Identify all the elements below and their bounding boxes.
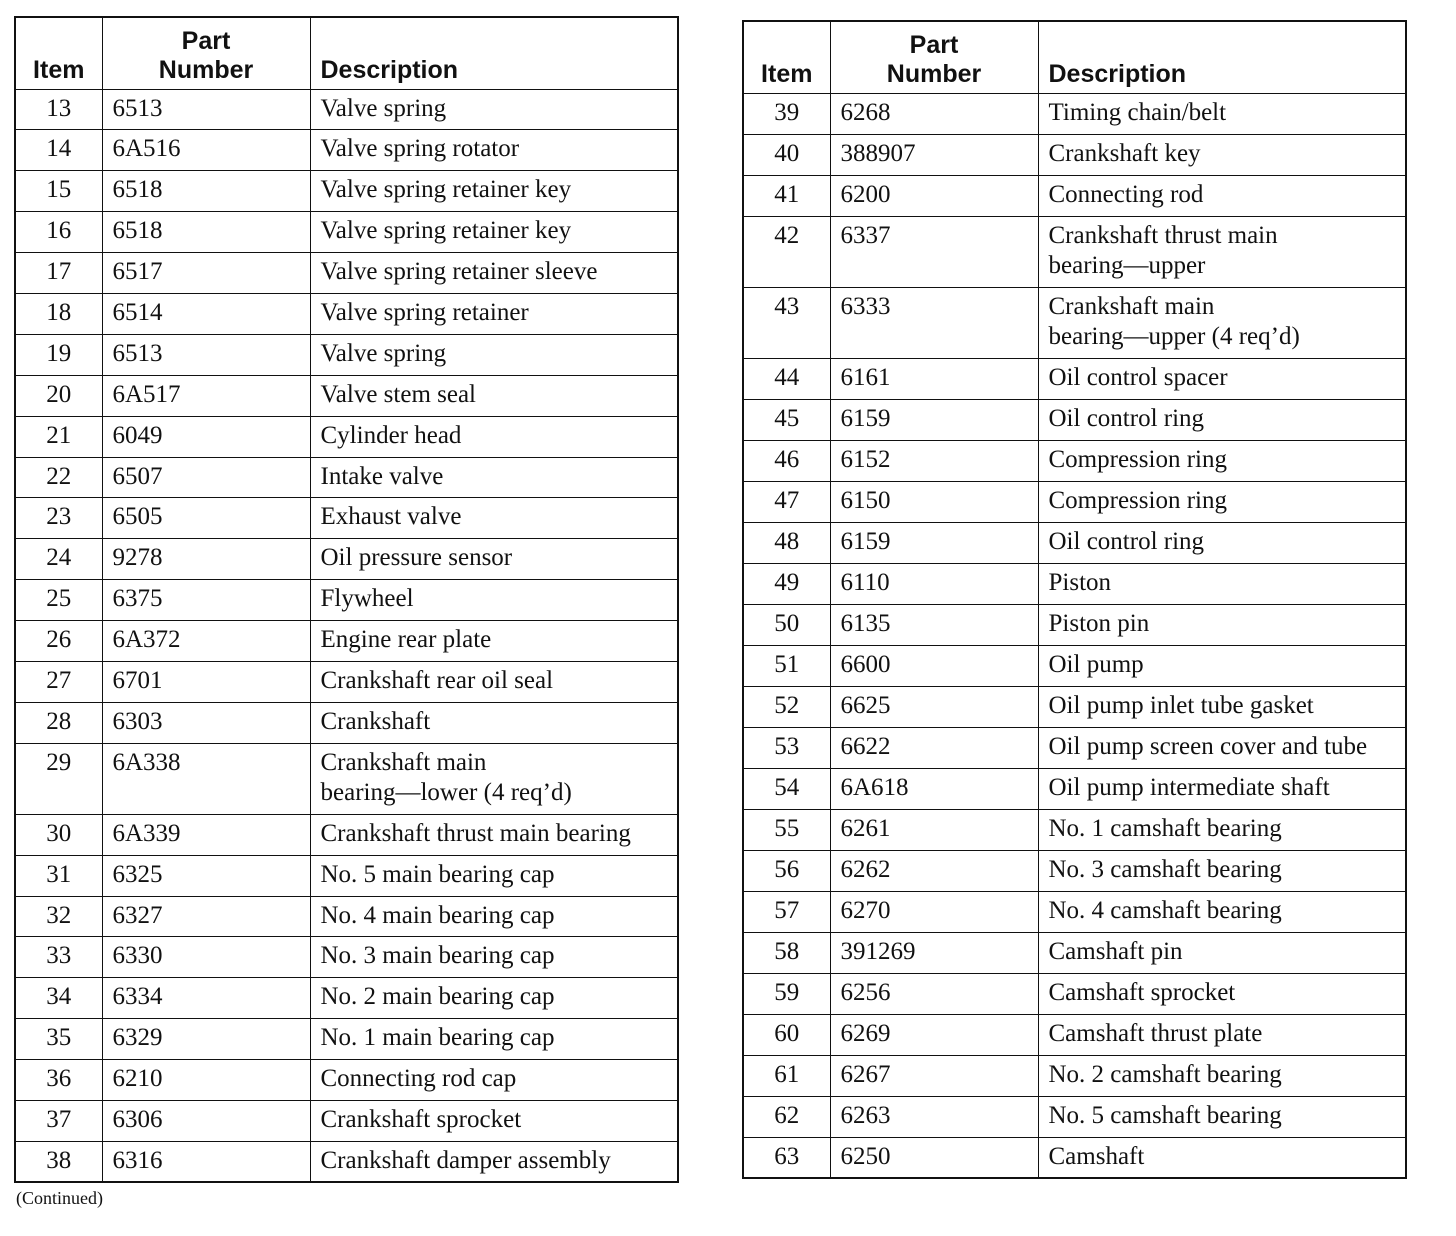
header-row	[15, 17, 678, 89]
part-number-header-text: Part Number	[886, 30, 982, 88]
item-cell: 31	[15, 855, 102, 896]
part-number-cell: 6622	[830, 727, 1038, 768]
table-row	[743, 440, 1406, 481]
description-cell: Cylinder head	[310, 416, 678, 457]
part-number-cell: 6A338	[102, 743, 310, 814]
description-cell: Valve spring retainer sleeve	[310, 253, 678, 294]
item-cell: 50	[743, 604, 830, 645]
header-row	[743, 21, 1406, 93]
table-row	[743, 481, 1406, 522]
part-number-cell: 6325	[102, 855, 310, 896]
table-row	[15, 855, 678, 896]
table-row	[743, 287, 1406, 358]
description-cell: Crankshaft main bearing—upper (4 req’d)	[1038, 287, 1406, 358]
description-cell: Crankshaft main bearing—lower (4 req’d)	[310, 743, 678, 814]
table-row	[15, 580, 678, 621]
table-row	[15, 539, 678, 580]
part-number-cell: 6150	[830, 481, 1038, 522]
item-cell: 20	[15, 375, 102, 416]
description-cell: No. 3 camshaft bearing	[1038, 850, 1406, 891]
item-cell: 37	[15, 1100, 102, 1141]
item-cell: 15	[15, 171, 102, 212]
item-cell: 28	[15, 702, 102, 743]
part-number-cell: 6701	[102, 661, 310, 702]
table-row	[15, 253, 678, 294]
table-row	[743, 216, 1406, 287]
table-row	[743, 358, 1406, 399]
part-number-cell: 6A516	[102, 130, 310, 171]
description-cell: Crankshaft key	[1038, 134, 1406, 175]
item-cell: 21	[15, 416, 102, 457]
description-header: Description	[310, 17, 678, 89]
table-row	[743, 134, 1406, 175]
part-number-cell: 6A618	[830, 768, 1038, 809]
part-number-cell: 6269	[830, 1014, 1038, 1055]
item-cell: 47	[743, 481, 830, 522]
part-number-cell: 6375	[102, 580, 310, 621]
item-header: Item	[15, 17, 102, 89]
parts-table-left	[14, 16, 679, 1183]
part-number-cell: 6505	[102, 498, 310, 539]
item-cell: 39	[743, 93, 830, 134]
description-cell: Connecting rod cap	[310, 1060, 678, 1101]
table-row	[15, 814, 678, 855]
description-cell: Compression ring	[1038, 481, 1406, 522]
part-number-cell: 6268	[830, 93, 1038, 134]
item-cell: 44	[743, 358, 830, 399]
right-table-body	[743, 93, 1406, 1178]
part-number-header	[830, 21, 1038, 93]
part-number-cell: 6135	[830, 604, 1038, 645]
part-number-cell: 6329	[102, 1019, 310, 1060]
table-row	[743, 1137, 1406, 1178]
item-cell: 18	[15, 293, 102, 334]
part-number-cell: 6110	[830, 563, 1038, 604]
description-cell: Valve spring	[310, 334, 678, 375]
part-number-cell: 6161	[830, 358, 1038, 399]
item-cell: 22	[15, 457, 102, 498]
description-cell: Timing chain/belt	[1038, 93, 1406, 134]
part-number-cell: 6152	[830, 440, 1038, 481]
table-row	[743, 399, 1406, 440]
parts-table-right	[742, 20, 1407, 1179]
description-cell: Camshaft sprocket	[1038, 973, 1406, 1014]
item-cell: 53	[743, 727, 830, 768]
description-cell: Valve spring retainer key	[310, 171, 678, 212]
table-row	[743, 809, 1406, 850]
part-number-cell: 6513	[102, 334, 310, 375]
part-number-cell: 6A339	[102, 814, 310, 855]
part-number-cell: 6327	[102, 896, 310, 937]
table-row	[743, 1096, 1406, 1137]
item-cell: 32	[15, 896, 102, 937]
table-row	[15, 130, 678, 171]
description-cell: No. 1 camshaft bearing	[1038, 809, 1406, 850]
description-cell: No. 2 main bearing cap	[310, 978, 678, 1019]
description-cell: Oil control spacer	[1038, 358, 1406, 399]
description-cell: Intake valve	[310, 457, 678, 498]
part-number-cell: 6303	[102, 702, 310, 743]
table-row	[15, 416, 678, 457]
item-cell: 33	[15, 937, 102, 978]
table-row	[743, 645, 1406, 686]
description-cell: Valve stem seal	[310, 375, 678, 416]
part-number-cell: 6210	[102, 1060, 310, 1101]
part-number-cell: 6261	[830, 809, 1038, 850]
description-cell: No. 3 main bearing cap	[310, 937, 678, 978]
table-row	[743, 973, 1406, 1014]
part-number-cell: 6A517	[102, 375, 310, 416]
item-cell: 27	[15, 661, 102, 702]
table-row	[743, 686, 1406, 727]
item-cell: 48	[743, 522, 830, 563]
part-number-cell: 6306	[102, 1100, 310, 1141]
description-cell: Valve spring retainer	[310, 293, 678, 334]
description-cell: Exhaust valve	[310, 498, 678, 539]
part-number-cell: 6049	[102, 416, 310, 457]
description-cell: Oil control ring	[1038, 399, 1406, 440]
description-cell: Valve spring rotator	[310, 130, 678, 171]
item-cell: 55	[743, 809, 830, 850]
item-cell: 56	[743, 850, 830, 891]
table-row	[743, 563, 1406, 604]
description-cell: Oil pressure sensor	[310, 539, 678, 580]
description-cell: Engine rear plate	[310, 621, 678, 662]
part-number-cell: 6333	[830, 287, 1038, 358]
item-cell: 46	[743, 440, 830, 481]
description-cell: Crankshaft thrust main bearing	[310, 814, 678, 855]
item-cell: 17	[15, 253, 102, 294]
part-number-cell: 6625	[830, 686, 1038, 727]
description-cell: Crankshaft damper assembly	[310, 1141, 678, 1182]
description-cell: Compression ring	[1038, 440, 1406, 481]
table-row	[15, 743, 678, 814]
part-number-cell: 6200	[830, 175, 1038, 216]
part-number-cell: 388907	[830, 134, 1038, 175]
part-number-cell: 6250	[830, 1137, 1038, 1178]
table-row	[15, 661, 678, 702]
item-cell: 45	[743, 399, 830, 440]
item-cell: 13	[15, 89, 102, 130]
part-number-cell: 6518	[102, 171, 310, 212]
part-number-cell: 6316	[102, 1141, 310, 1182]
item-cell: 34	[15, 978, 102, 1019]
description-cell: Connecting rod	[1038, 175, 1406, 216]
item-cell: 16	[15, 212, 102, 253]
item-cell: 62	[743, 1096, 830, 1137]
table-row	[15, 1060, 678, 1101]
table-row	[743, 850, 1406, 891]
description-cell: Crankshaft	[310, 702, 678, 743]
table-row	[15, 896, 678, 937]
left-table-body	[15, 89, 678, 1182]
continued-note: (Continued)	[16, 1188, 103, 1208]
description-cell: Flywheel	[310, 580, 678, 621]
description-cell: No. 2 camshaft bearing	[1038, 1055, 1406, 1096]
description-cell: Oil pump screen cover and tube	[1038, 727, 1406, 768]
part-number-cell: 6507	[102, 457, 310, 498]
item-header: Item	[743, 21, 830, 93]
table-row	[15, 334, 678, 375]
item-cell: 51	[743, 645, 830, 686]
description-cell: Camshaft	[1038, 1137, 1406, 1178]
item-cell: 63	[743, 1137, 830, 1178]
item-cell: 19	[15, 334, 102, 375]
item-cell: 41	[743, 175, 830, 216]
description-cell: Valve spring retainer key	[310, 212, 678, 253]
item-cell: 23	[15, 498, 102, 539]
item-cell: 60	[743, 1014, 830, 1055]
item-cell: 29	[15, 743, 102, 814]
part-number-header	[102, 17, 310, 89]
part-number-cell: 9278	[102, 539, 310, 580]
table-row	[15, 621, 678, 662]
table-row	[743, 1055, 1406, 1096]
table-row	[743, 1014, 1406, 1055]
item-cell: 25	[15, 580, 102, 621]
description-cell: No. 4 main bearing cap	[310, 896, 678, 937]
description-cell: Oil control ring	[1038, 522, 1406, 563]
table-row	[743, 175, 1406, 216]
part-number-cell: 6159	[830, 399, 1038, 440]
item-cell: 35	[15, 1019, 102, 1060]
item-cell: 43	[743, 287, 830, 358]
part-number-cell: 6514	[102, 293, 310, 334]
part-number-cell: 6A372	[102, 621, 310, 662]
part-number-cell: 6334	[102, 978, 310, 1019]
table-row	[15, 937, 678, 978]
description-cell: Crankshaft sprocket	[310, 1100, 678, 1141]
item-cell: 54	[743, 768, 830, 809]
item-cell: 61	[743, 1055, 830, 1096]
table-row	[743, 522, 1406, 563]
table-row	[15, 212, 678, 253]
item-cell: 57	[743, 891, 830, 932]
table-row	[15, 498, 678, 539]
description-cell: Oil pump inlet tube gasket	[1038, 686, 1406, 727]
part-number-cell: 6337	[830, 216, 1038, 287]
table-row	[743, 93, 1406, 134]
table-row	[15, 375, 678, 416]
item-cell: 30	[15, 814, 102, 855]
part-number-cell: 6518	[102, 212, 310, 253]
item-cell: 38	[15, 1141, 102, 1182]
table-row	[15, 293, 678, 334]
part-number-cell: 6262	[830, 850, 1038, 891]
table-row	[743, 932, 1406, 973]
description-cell: No. 5 main bearing cap	[310, 855, 678, 896]
item-cell: 58	[743, 932, 830, 973]
description-cell: Piston pin	[1038, 604, 1406, 645]
part-number-cell: 6513	[102, 89, 310, 130]
description-cell: Piston	[1038, 563, 1406, 604]
table-row	[743, 891, 1406, 932]
description-cell: Oil pump intermediate shaft	[1038, 768, 1406, 809]
item-cell: 40	[743, 134, 830, 175]
item-cell: 36	[15, 1060, 102, 1101]
table-row	[15, 171, 678, 212]
table-row	[743, 727, 1406, 768]
description-cell: Crankshaft rear oil seal	[310, 661, 678, 702]
table-row	[743, 768, 1406, 809]
item-cell: 24	[15, 539, 102, 580]
table-row	[15, 1141, 678, 1182]
description-cell: No. 5 camshaft bearing	[1038, 1096, 1406, 1137]
part-number-cell: 6267	[830, 1055, 1038, 1096]
description-cell: Crankshaft thrust main bearing—upper	[1038, 216, 1406, 287]
part-number-cell: 6159	[830, 522, 1038, 563]
item-cell: 42	[743, 216, 830, 287]
part-number-header-text: Part Number	[158, 26, 254, 84]
item-cell: 26	[15, 621, 102, 662]
part-number-cell: 6600	[830, 645, 1038, 686]
part-number-cell: 6263	[830, 1096, 1038, 1137]
description-cell: No. 1 main bearing cap	[310, 1019, 678, 1060]
table-row	[15, 702, 678, 743]
table-row	[15, 1019, 678, 1060]
description-cell: Oil pump	[1038, 645, 1406, 686]
item-cell: 52	[743, 686, 830, 727]
description-cell: No. 4 camshaft bearing	[1038, 891, 1406, 932]
table-row	[743, 604, 1406, 645]
description-header: Description	[1038, 21, 1406, 93]
table-row	[15, 1100, 678, 1141]
item-cell: 49	[743, 563, 830, 604]
description-cell: Valve spring	[310, 89, 678, 130]
part-number-cell: 6517	[102, 253, 310, 294]
part-number-cell: 6270	[830, 891, 1038, 932]
table-row	[15, 457, 678, 498]
table-row	[15, 89, 678, 130]
description-cell: Camshaft thrust plate	[1038, 1014, 1406, 1055]
item-cell: 59	[743, 973, 830, 1014]
part-number-cell: 391269	[830, 932, 1038, 973]
table-row	[15, 978, 678, 1019]
part-number-cell: 6330	[102, 937, 310, 978]
part-number-cell: 6256	[830, 973, 1038, 1014]
description-cell: Camshaft pin	[1038, 932, 1406, 973]
item-cell: 14	[15, 130, 102, 171]
